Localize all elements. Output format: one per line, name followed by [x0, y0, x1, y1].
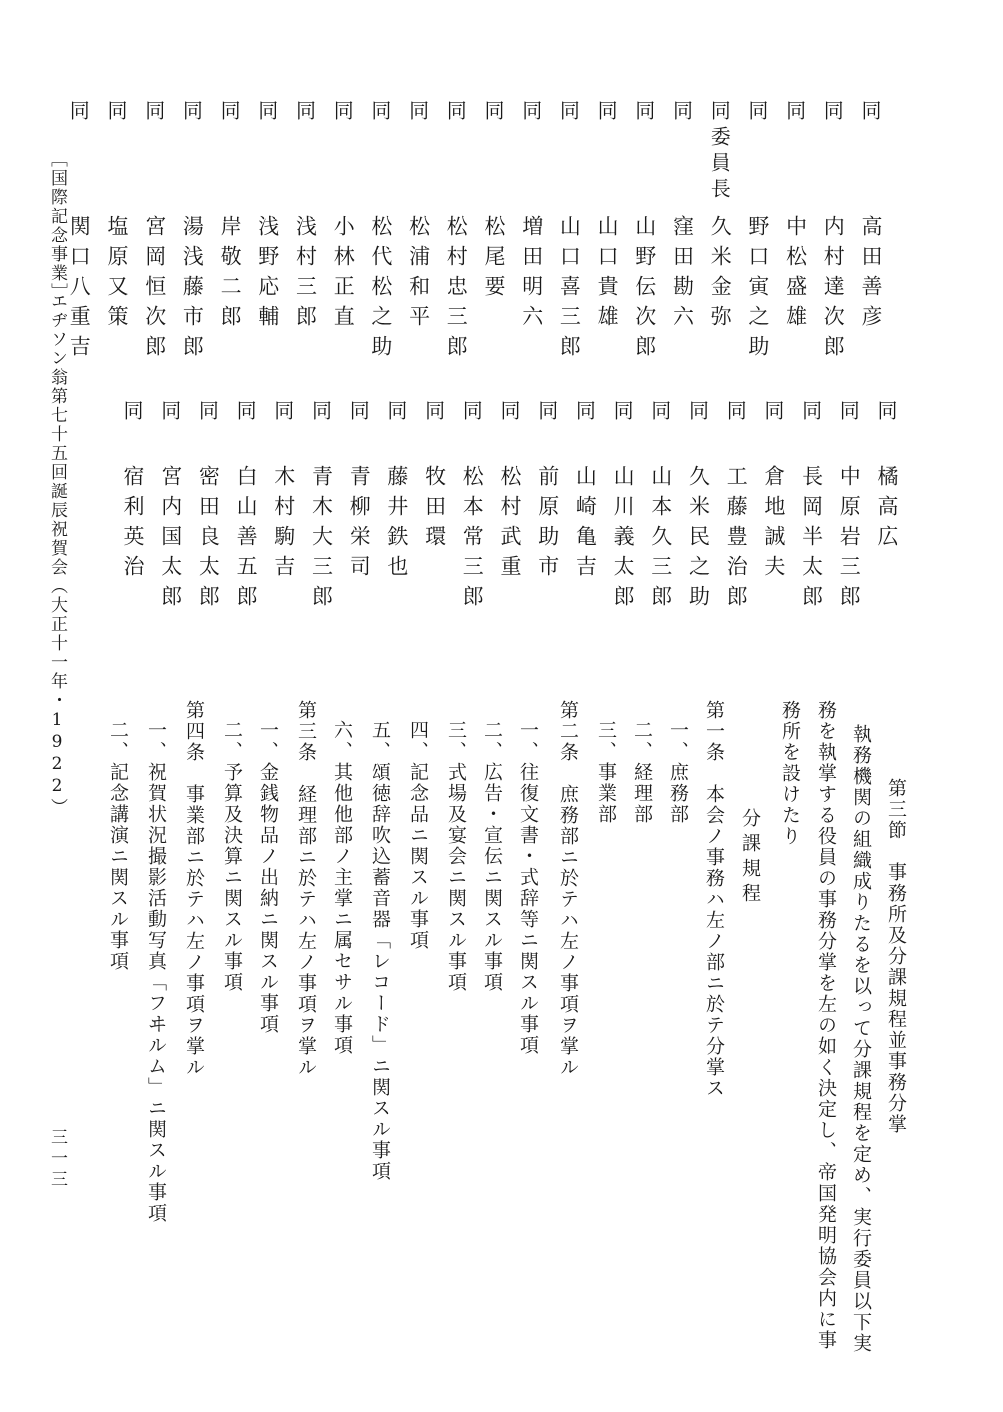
- member-role: 同: [610, 400, 635, 426]
- rule-line: 四、記念品ニ関スル事項: [407, 720, 429, 951]
- member-name: 湯浅藤市郎: [180, 215, 205, 365]
- rule-line: 二、広告・宣伝ニ関スル事項: [481, 720, 503, 993]
- rule-line: 一、往復文書・式辞等ニ関スル事項: [517, 720, 539, 1056]
- member-name: 宿利英治: [121, 465, 145, 585]
- member-role: 同: [66, 100, 91, 126]
- intro-line-2: 務を執掌する役員の事務分掌を左の如く決定し、帝国発明協会内に事: [815, 700, 837, 1351]
- rule-line: 二、経理部: [631, 720, 653, 825]
- rule-line: 三、事業部: [595, 720, 617, 825]
- rule-line: 三、式場及宴会ニ関スル事項: [445, 720, 467, 993]
- member-role: 同: [647, 400, 672, 426]
- member-role: 同: [120, 400, 144, 426]
- member-role: 同: [631, 100, 656, 126]
- member-role: 同: [556, 100, 581, 126]
- member-name: 松浦和平: [406, 215, 431, 335]
- member-name: 関口八重吉: [67, 215, 92, 365]
- member-name: 青柳栄司: [347, 465, 372, 585]
- rule-line: 二、記念講演ニ関スル事項: [107, 720, 129, 972]
- member-role: 同: [443, 100, 468, 126]
- member-role: 同: [874, 400, 898, 426]
- member-role: 同: [782, 100, 807, 126]
- member-name: 松村忠三郎: [444, 215, 469, 365]
- member-role: 同: [518, 100, 543, 126]
- member-name: 松尾要: [482, 215, 506, 305]
- member-name: 宮内国太郎: [158, 465, 183, 615]
- member-name: 山口喜三郎: [557, 215, 582, 365]
- member-role: 同: [669, 100, 694, 126]
- member-role: 同: [594, 100, 619, 126]
- member-name: 藤井鉄也: [384, 465, 409, 585]
- member-name: 久米金弥: [708, 215, 733, 335]
- member-name: 山本久三郎: [648, 465, 673, 615]
- member-name: 前原助市: [535, 465, 560, 585]
- rule-line: 一、金銭物品ノ出納ニ関スル事項: [257, 720, 279, 1035]
- member-name: 久米民之助: [686, 465, 711, 615]
- member-role: 同: [744, 100, 769, 126]
- member-role: 同: [217, 100, 242, 126]
- member-name: 岸敬二郎: [218, 215, 243, 335]
- member-name: 山川義太郎: [611, 465, 636, 615]
- member-role: 同: [346, 400, 371, 426]
- member-role: 同: [858, 100, 882, 126]
- member-name: 宮岡恒次郎: [142, 215, 167, 365]
- member-role: 同: [367, 100, 392, 126]
- member-role: 同: [157, 400, 182, 426]
- member-role: 同: [760, 400, 785, 426]
- member-role: 同委員長: [707, 100, 732, 204]
- member-name: 松代松之助: [368, 215, 393, 365]
- member-name: 倉地誠夫: [761, 465, 786, 585]
- member-role: 同: [685, 400, 710, 426]
- member-name: 山口貴雄: [595, 215, 620, 335]
- member-role: 同: [481, 100, 505, 126]
- rule-line: 第四条 事業部ニ於テハ左ノ事項ヲ掌ル: [183, 700, 205, 1078]
- member-name: 浅野応輔: [255, 215, 280, 335]
- member-name: 長岡半太郎: [799, 465, 824, 615]
- category-label: ［国際記念事業］: [47, 150, 67, 302]
- member-name: 山崎亀吉: [573, 465, 598, 585]
- member-role: 同: [195, 400, 220, 426]
- member-role: 同: [534, 400, 559, 426]
- member-name: 山野伝次郎: [632, 215, 657, 365]
- member-role: 同: [292, 100, 317, 126]
- member-name: 窪田勘六: [670, 215, 695, 335]
- member-role: 同: [405, 100, 430, 126]
- member-name: 工藤豊治郎: [724, 465, 749, 615]
- rule-line: 五、頌徳辞吹込蓄音器「レコード」ニ関スル事項: [369, 720, 391, 1182]
- member-name: 内村達次郎: [821, 215, 846, 365]
- intro-line-3: 務所を設けたり: [779, 700, 801, 847]
- event-title: エヂソン翁第七十五回誕辰祝賀会（大正十一年・1922）: [47, 292, 67, 817]
- rule-line: 第一条 本会ノ事務ハ左ノ部ニ於テ分掌ス: [703, 700, 725, 1099]
- member-name: 高田善彦: [859, 215, 883, 335]
- rule-line: 一、祝賀状況撮影活動写真「フヰルム」ニ関スル事項: [145, 720, 167, 1224]
- rule-line: 第二条 庶務部ニ於テハ左ノ事項ヲ掌ル: [557, 700, 579, 1078]
- member-role: 同: [421, 400, 446, 426]
- member-role: 同: [254, 100, 279, 126]
- rule-line: 一、庶務部: [667, 720, 689, 825]
- member-role: 同: [383, 400, 408, 426]
- member-name: 小林正直: [331, 215, 356, 335]
- member-role: 同: [572, 400, 597, 426]
- member-name: 中松盛雄: [783, 215, 808, 335]
- member-role: 同: [820, 100, 845, 126]
- rules-title: 分課規程: [739, 808, 761, 908]
- member-name: 牧田環: [422, 465, 447, 555]
- member-name: 松村武重: [498, 465, 522, 585]
- rule-line: 第三条 経理部ニ於テハ左ノ事項ヲ掌ル: [295, 700, 317, 1078]
- member-role: 同: [798, 400, 823, 426]
- member-name: 浅村三郎: [293, 215, 318, 335]
- rule-line: 二、予算及決算ニ関スル事項: [221, 720, 243, 993]
- member-role: 同: [459, 400, 484, 426]
- page-number: 三一三: [47, 1128, 67, 1191]
- member-role: 同: [179, 100, 204, 126]
- member-name: 密田良太郎: [196, 465, 221, 615]
- rule-line: 六、其他他部ノ主掌ニ属セサル事項: [331, 720, 353, 1056]
- member-name: 中原岩三郎: [837, 465, 862, 615]
- member-role: 同: [270, 400, 295, 426]
- member-name: 増田明六: [519, 215, 544, 335]
- member-name: 野口寅之助: [745, 215, 770, 365]
- member-name: 橘高広: [875, 465, 899, 555]
- member-role: 同: [723, 400, 748, 426]
- member-role: 同: [836, 400, 861, 426]
- member-name: 松本常三郎: [460, 465, 485, 615]
- member-name: 塩原又策: [105, 215, 129, 335]
- member-role: 同: [233, 400, 258, 426]
- member-name: 白山善五郎: [234, 465, 259, 615]
- member-role: 同: [497, 400, 521, 426]
- member-role: 同: [141, 100, 166, 126]
- member-role: 同: [330, 100, 355, 126]
- member-name: 木村駒吉: [271, 465, 296, 585]
- intro-line-1: 執務機関の組織成りたるを以って分課規程を定め、実行委員以下実: [850, 724, 872, 1354]
- member-role: 同: [308, 400, 333, 426]
- member-name: 青木大三郎: [309, 465, 334, 615]
- member-role: 同: [104, 100, 128, 126]
- section-heading: 第三節 事務所及分課規程並事務分掌: [885, 778, 907, 1135]
